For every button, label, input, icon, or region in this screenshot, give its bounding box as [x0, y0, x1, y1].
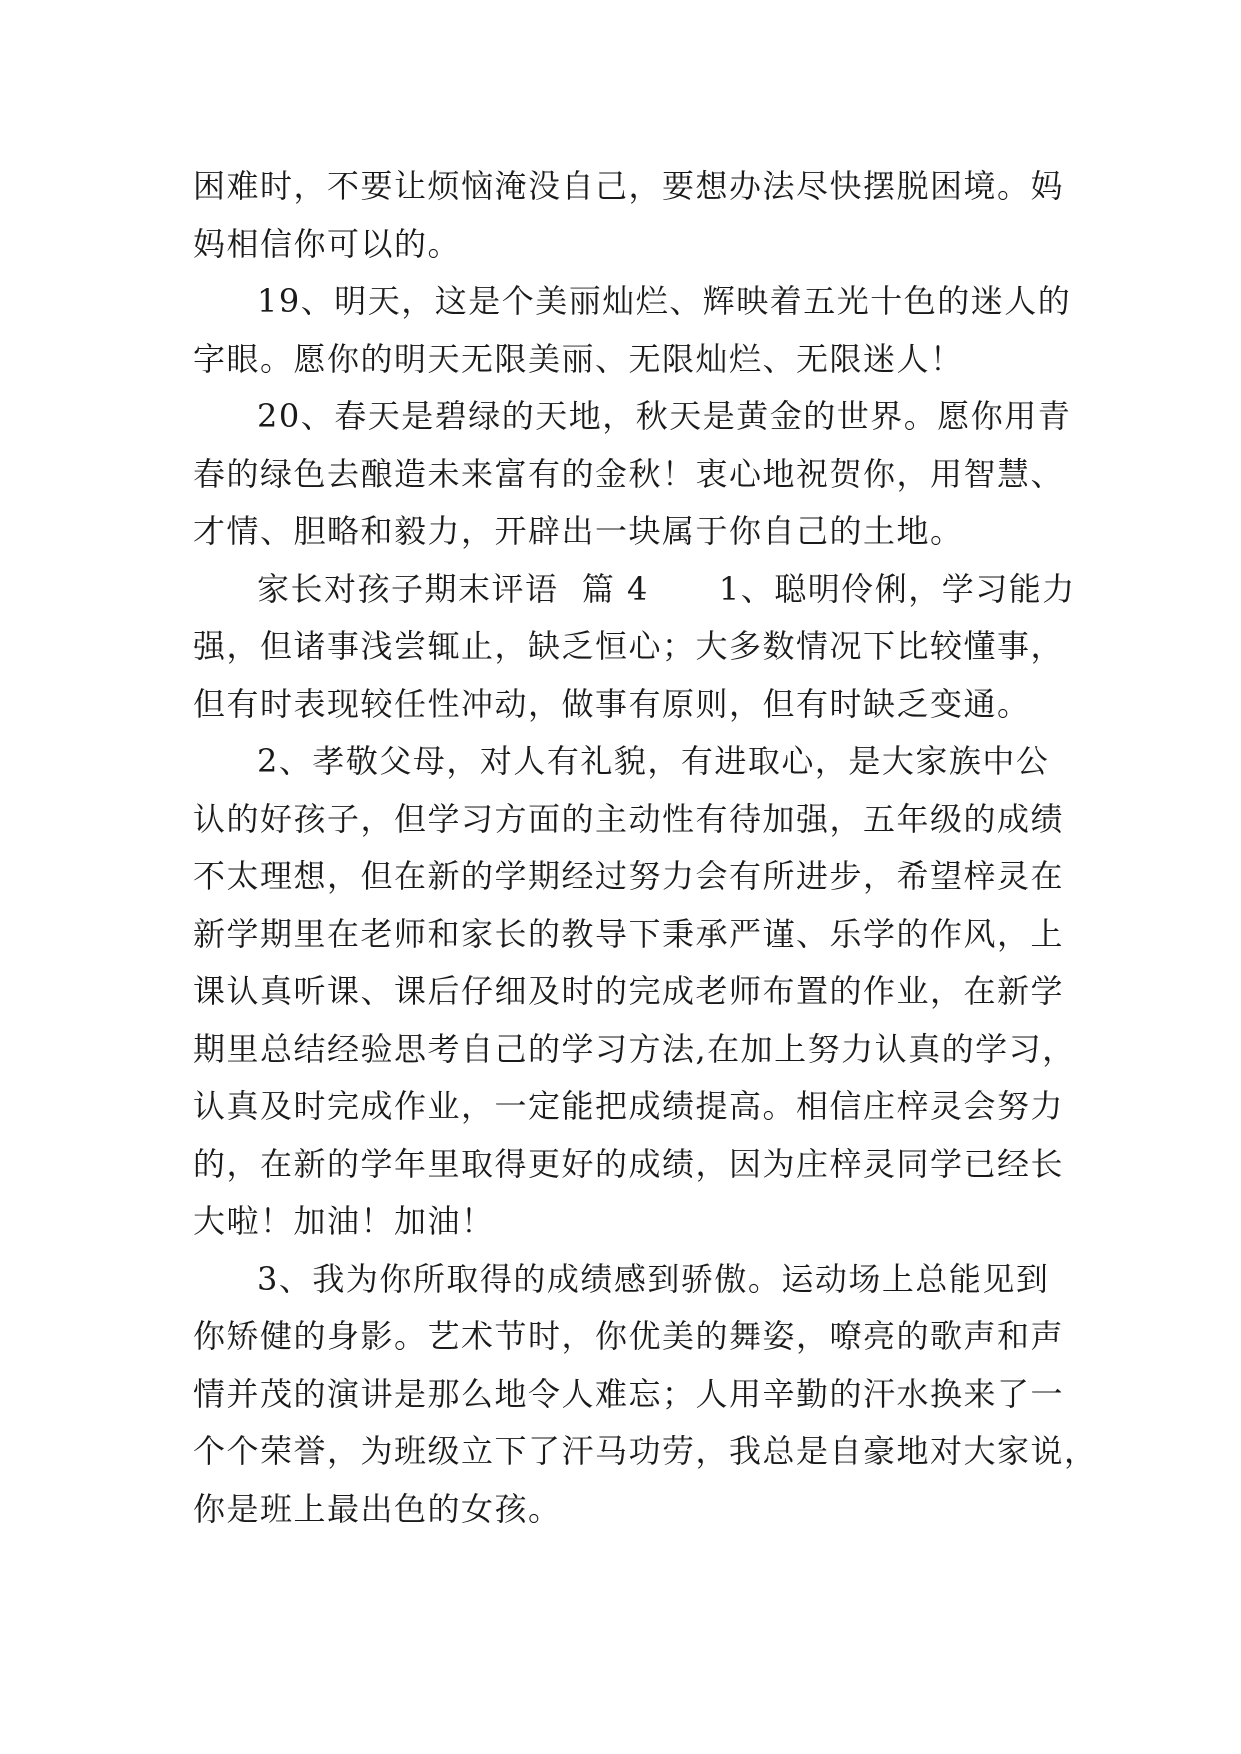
text-line: 困难时，不要让烦恼淹没自己，要想办法尽快摆脱困境。妈: [193, 167, 1065, 205]
paragraph-2: [193, 733, 1076, 1251]
text-line: 课认真听课、课后仔细及时的完成老师布置的作业，在新学: [193, 972, 1065, 1010]
paragraph-3: [193, 1251, 1098, 1539]
text-line: 3、我为你所取得的成绩感到骄傲。运动场上总能见到: [257, 1259, 1050, 1298]
text-line: 家长对孩子期末评语 篇 4 1、聪明伶俐，学习能力: [257, 569, 1076, 608]
text-line: 但有时表现较任性冲动，做事有原则，但有时缺乏变通。: [193, 684, 1031, 723]
text-line: 2、孝敬父母，对人有礼貌，有进取心，是大家族中公: [257, 742, 1050, 780]
paragraph-20: [193, 388, 1072, 561]
document-body: [193, 158, 1098, 1538]
text-line: 19、明天，这是个美丽灿烂、辉映着五光十色的迷人的: [257, 282, 1072, 320]
text-line: 春的绿色去酿造未来富有的金秋！衷心地祝贺你，用智慧、: [193, 454, 1065, 493]
section-heading-paragraph: [193, 561, 1076, 734]
text-line: 期里总结经验思考自己的学习方法,在加上努力认真的学习，: [193, 1029, 1076, 1068]
text-line: 大啦！加油！加油！: [193, 1202, 495, 1240]
text-line: 认真及时完成作业，一定能把成绩提高。相信庄梓灵会努力: [193, 1087, 1065, 1125]
text-line: 新学期里在老师和家长的教导下秉承严谨、乐学的作风，上: [193, 914, 1065, 953]
text-line: 字眼。愿你的明天无限美丽、无限灿烂、无限迷人！: [193, 339, 964, 378]
text-line: 认的好孩子，但学习方面的主动性有待加强，五年级的成绩: [193, 799, 1065, 838]
text-line: 20、春天是碧绿的天地，秋天是黄金的世界。愿你用青: [257, 397, 1072, 435]
text-line: 强，但诸事浅尝辄止，缺乏恒心；大多数情况下比较懂事，: [193, 627, 1065, 665]
text-line: 你是班上最出色的女孩。: [193, 1489, 562, 1528]
paragraph-continued: [193, 158, 1063, 273]
text-line: 个个荣誉，为班级立下了汗马功劳，我总是自豪地对大家说，: [193, 1432, 1098, 1470]
text-line: 不太理想，但在新的学期经过努力会有所进步，希望梓灵在: [193, 857, 1065, 895]
text-line: 情并茂的演讲是那么地令人难忘；人用辛勤的汗水换来了一: [193, 1374, 1065, 1413]
paragraph-19: [193, 273, 1072, 388]
text-line: 才情、胆略和毅力，开辟出一块属于你自己的土地。: [193, 512, 964, 550]
text-line: 的，在新的学年里取得更好的成绩，因为庄梓灵同学已经长: [193, 1144, 1065, 1183]
text-line: 妈相信你可以的。: [193, 224, 462, 263]
text-line: 你矫健的身影。艺术节时，你优美的舞姿，嘹亮的歌声和声: [193, 1317, 1065, 1355]
